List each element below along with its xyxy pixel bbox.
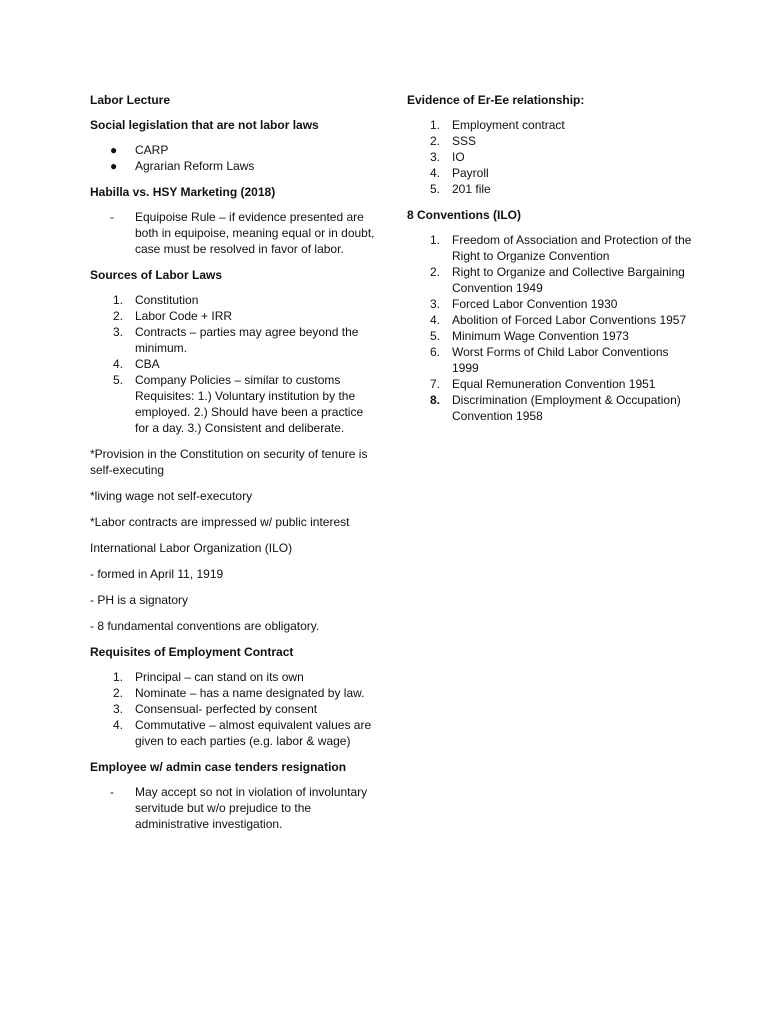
list-item: - Equipoise Rule – if evidence presented are both in equipoise, meaning equal or in doubt, case must be resolved in favor of labor. bbox=[90, 209, 375, 257]
list-item: 3. Forced Labor Convention 1930 bbox=[430, 297, 618, 311]
list-item: 1. Employment contract bbox=[430, 118, 565, 132]
list-item: 1. Constitution bbox=[113, 293, 199, 307]
list-item: 5. Company Policies – similar to customs Requisites: 1.) Voluntary institution by the employed. 2.) Should have been a practice for a day. 3.) Consistent and deliberate. bbox=[113, 373, 364, 435]
list-admin-case bbox=[90, 784, 375, 832]
list-item: 2. SSS bbox=[430, 134, 477, 148]
heading-admin-case-resignation: Employee w/ admin case tenders resignation bbox=[90, 760, 347, 774]
note-ilo-formed: - formed in April 11, 1919 bbox=[90, 567, 224, 581]
heading-sources-labor-laws: Sources of Labor Laws bbox=[90, 268, 223, 282]
right-column bbox=[407, 92, 692, 434]
list-item: 2. Labor Code + IRR bbox=[113, 309, 233, 323]
list-item: 5. 201 file bbox=[430, 182, 491, 196]
left-column bbox=[90, 92, 375, 842]
list-social-legislation bbox=[90, 142, 375, 174]
note-security-of-tenure: *Provision in the Constitution on security of tenure is self-executing bbox=[90, 447, 368, 477]
heading-8-conventions: 8 Conventions (ILO) bbox=[407, 208, 521, 222]
list-item: 4. Commutative – almost equivalent values are given to each parties (e.g. labor & wage) bbox=[113, 718, 372, 748]
list-item: 6. Worst Forms of Child Labor Conventions 1999 bbox=[430, 345, 669, 375]
list-item: 2. Nominate – has a name designated by law. bbox=[113, 686, 365, 700]
list-item: 5. Minimum Wage Convention 1973 bbox=[430, 329, 629, 343]
dash-icon: - bbox=[110, 785, 114, 799]
list-item: 2. Right to Organize and Collective Bargaining Convention 1949 bbox=[430, 265, 685, 295]
bullet-icon: ● bbox=[110, 143, 118, 157]
bullet-icon: ● bbox=[110, 159, 118, 173]
list-item: 4. CBA bbox=[113, 357, 160, 371]
note-ph-signatory: - PH is a signatory bbox=[90, 593, 189, 607]
note-fundamental-conventions: - 8 fundamental conventions are obligatory. bbox=[90, 619, 320, 633]
list-item: ● CARP bbox=[90, 142, 375, 158]
note-living-wage: *living wage not self-executory bbox=[90, 489, 253, 503]
list-item: - May accept so not in violation of involuntary servitude but w/o prejudice to the administrative investigation. bbox=[90, 784, 375, 832]
list-item: 1. Freedom of Association and Protection of the Right to Organize Convention bbox=[430, 233, 692, 263]
list-item: 7. Equal Remuneration Convention 1951 bbox=[430, 377, 656, 391]
list-item: 4. Abolition of Forced Labor Conventions 1957 bbox=[430, 313, 687, 327]
note-ilo: International Labor Organization (ILO) bbox=[90, 541, 293, 555]
dash-icon: - bbox=[110, 210, 114, 224]
list-item: ● Agrarian Reform Laws bbox=[90, 158, 375, 174]
list-sources-labor-laws bbox=[90, 292, 375, 436]
list-evidence bbox=[407, 117, 692, 197]
heading-evidence-er-ee: Evidence of Er-Ee relationship: bbox=[407, 93, 585, 107]
heading-habilla-case: Habilla vs. HSY Marketing (2018) bbox=[90, 185, 276, 199]
list-item: 4. Payroll bbox=[430, 166, 489, 180]
list-requisites bbox=[90, 669, 375, 749]
list-item: 3. Consensual- perfected by consent bbox=[113, 702, 318, 716]
list-item: 3. Contracts – parties may agree beyond the minimum. bbox=[113, 325, 359, 355]
heading-requisites-employment-contract: Requisites of Employment Contract bbox=[90, 645, 294, 659]
document-title: Labor Lecture bbox=[90, 93, 171, 107]
list-item: 3. IO bbox=[430, 150, 465, 164]
list-item: 1. Principal – can stand on its own bbox=[113, 670, 304, 684]
note-labor-contracts: *Labor contracts are impressed w/ public interest bbox=[90, 515, 350, 529]
list-conventions bbox=[407, 232, 692, 424]
heading-social-legislation: Social legislation that are not labor laws bbox=[90, 118, 319, 132]
list-item: 8. Discrimination (Employment & Occupation) Convention 1958 bbox=[430, 393, 681, 423]
list-habilla-case bbox=[90, 209, 375, 257]
